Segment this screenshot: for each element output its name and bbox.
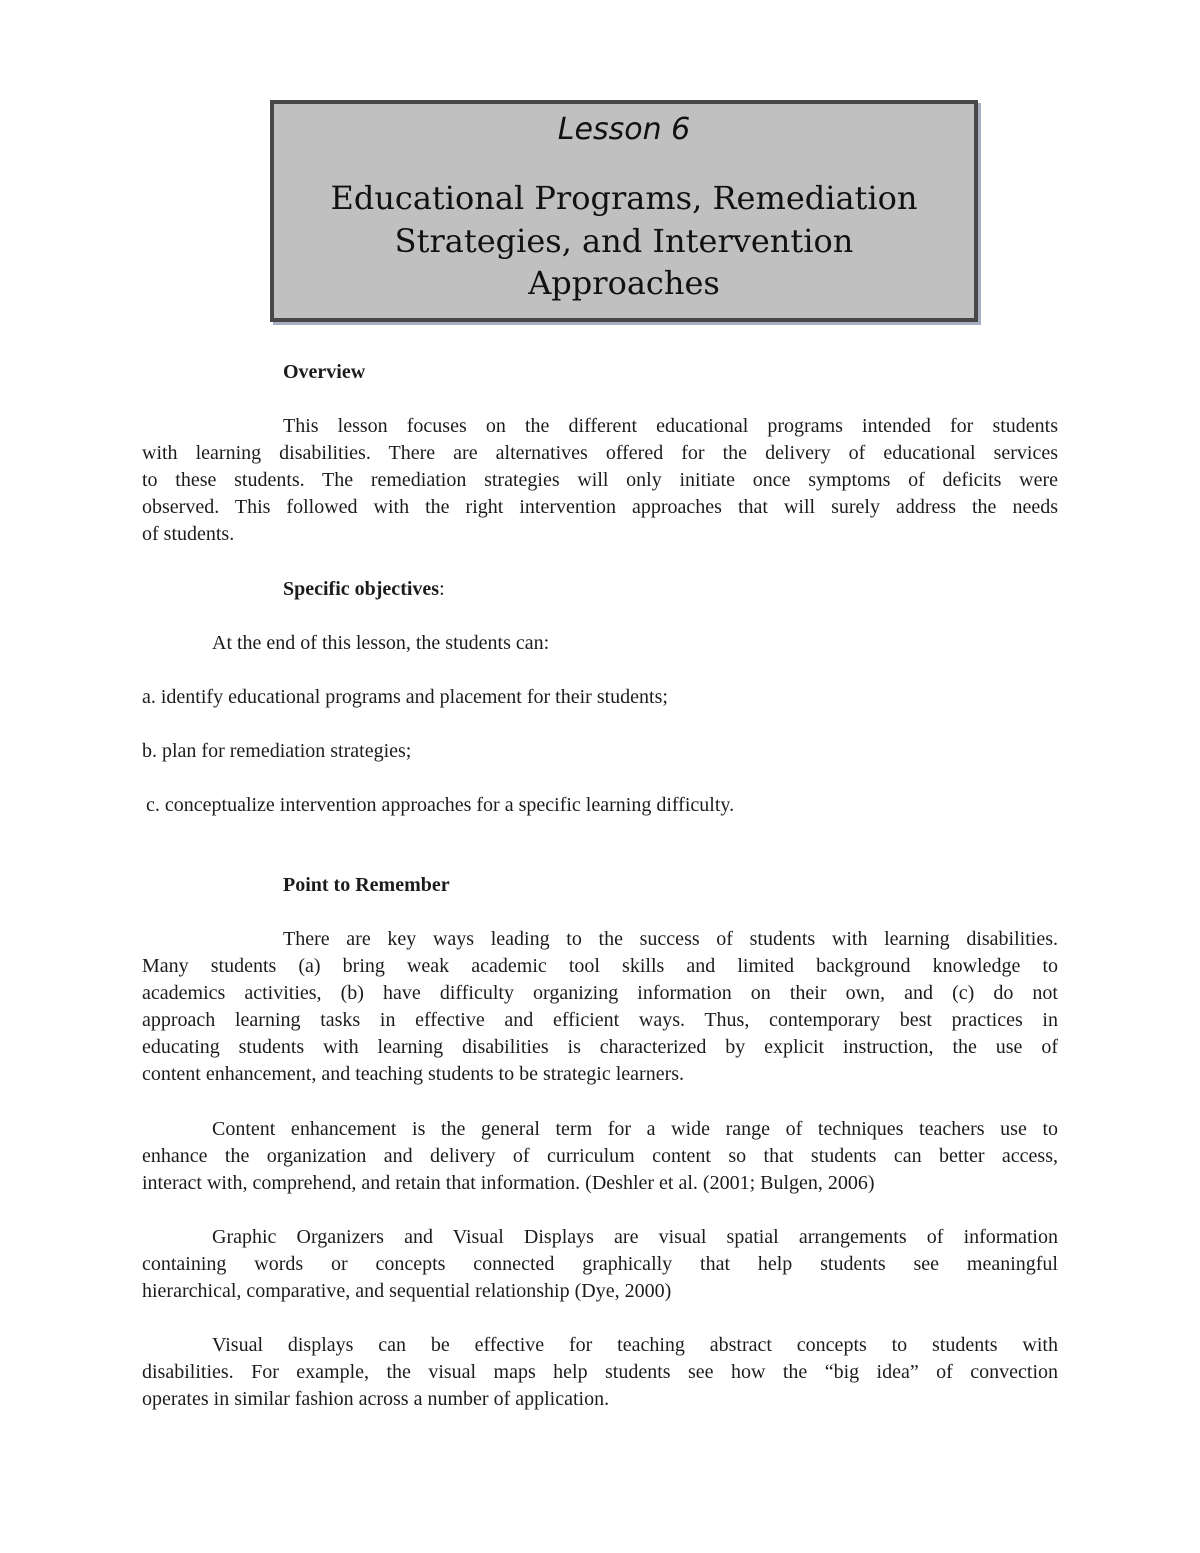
lesson-title	[274, 177, 974, 305]
objective-item	[142, 738, 1058, 765]
objective-item-text: b. plan for remediation strategies;	[142, 739, 412, 762]
point-to-remember-paragraph	[142, 1224, 1058, 1305]
paragraph-line: Content enhancement is the general term for a wide range of techniques teachers use to	[212, 1117, 1058, 1140]
lesson-title-box	[270, 100, 978, 322]
lesson-title-line: Approaches	[528, 264, 720, 302]
paragraph-line: This lesson focuses on the different educational programs intended for students	[283, 414, 1058, 437]
overview-paragraph	[142, 413, 1058, 548]
lesson-title-line: Educational Programs, Remediation	[330, 179, 918, 217]
paragraph-line: educating students with learning disabilities is characterized by explicit instruction, the use of	[142, 1035, 1058, 1058]
paragraph-line: Many students (a) bring weak academic tool skills and limited background knowledge to	[142, 954, 1058, 977]
objectives-intro-block	[142, 630, 1058, 657]
paragraph-line: content enhancement, and teaching students to be strategic learners.	[142, 1062, 685, 1085]
paragraph-line: observed. This followed with the right intervention approaches that will surely address the needs	[142, 495, 1058, 518]
point-to-remember-heading-block	[142, 872, 1058, 899]
paragraph-line: academics activities, (b) have difficulty organizing information on their own, and (c) do not	[142, 981, 1058, 1004]
paragraph-line: with learning disabilities. There are alternatives offered for the delivery of educational services	[142, 441, 1058, 464]
overview-heading: Overview	[283, 360, 366, 383]
objectives-intro: At the end of this lesson, the students can:	[212, 631, 550, 654]
objective-item	[142, 684, 1058, 711]
paragraph-line: interact with, comprehend, and retain that information. (Deshler et al. (2001; Bulgen, 2006)	[142, 1171, 875, 1194]
paragraph-line: disabilities. For example, the visual maps help students see how the “big idea” of convection	[142, 1360, 1058, 1383]
paragraph-line: There are key ways leading to the success of students with learning disabilities.	[283, 927, 1058, 950]
paragraph-line: operates in similar fashion across a number of application.	[142, 1387, 610, 1410]
objectives-heading	[142, 576, 1058, 603]
paragraph-line: Graphic Organizers and Visual Displays are visual spatial arrangements of information	[212, 1225, 1058, 1248]
objectives-heading-block	[142, 576, 1058, 603]
objectives-heading-colon: :	[439, 577, 445, 600]
paragraph-line: approach learning tasks in effective and efficient ways. Thus, contemporary best practices in	[142, 1008, 1058, 1031]
paragraph-line: to these students. The remediation strategies will only initiate once symptoms of deficits were	[142, 468, 1058, 491]
objective-item	[142, 792, 1058, 819]
point-to-remember-paragraph	[142, 926, 1058, 1088]
point-to-remember-paragraph	[142, 1332, 1058, 1413]
objective-item-text: c. conceptualize intervention approaches for a specific learning difficulty.	[146, 793, 735, 816]
paragraph-line: hierarchical, comparative, and sequential relationship (Dye, 2000)	[142, 1279, 672, 1302]
paragraph-line: Visual displays can be effective for teaching abstract concepts to students with	[212, 1333, 1058, 1356]
point-to-remember-paragraph	[142, 1116, 1058, 1197]
overview-heading-block	[142, 359, 1058, 386]
point-to-remember-heading: Point to Remember	[283, 873, 450, 896]
paragraph-line: of students.	[142, 522, 235, 545]
lesson-title-line: Strategies, and Intervention	[394, 221, 854, 260]
lesson-number: Lesson 6	[557, 112, 691, 147]
paragraph-line: enhance the organization and delivery of curriculum content so that students can better access,	[142, 1144, 1058, 1167]
paragraph-line: containing words or concepts connected graphically that help students see meaningful	[142, 1252, 1058, 1275]
objective-item-text: a. identify educational programs and placement for their students;	[142, 685, 668, 708]
objectives-heading-label: Specific objectives	[283, 577, 440, 600]
